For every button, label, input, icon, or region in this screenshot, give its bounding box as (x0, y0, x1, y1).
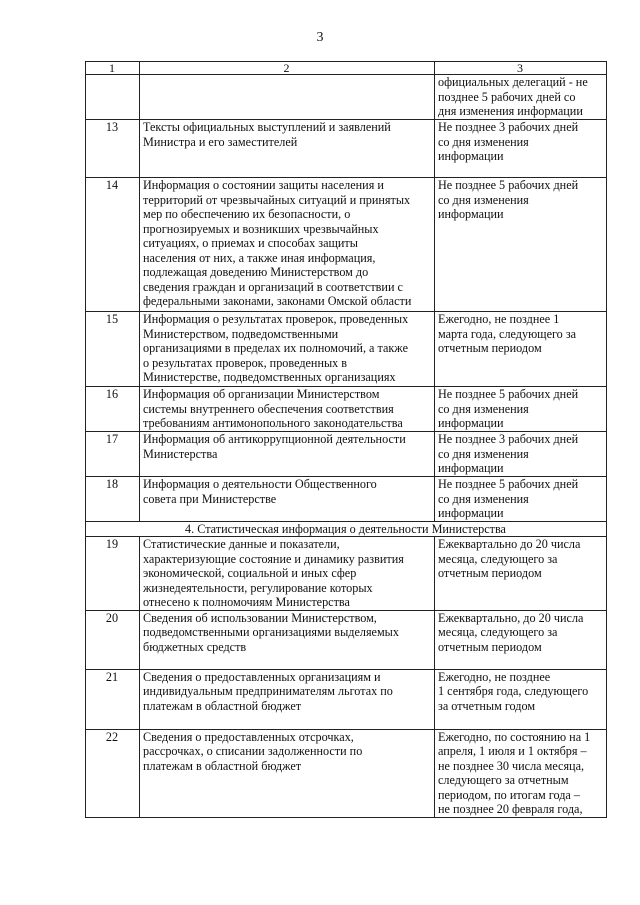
row-number: 18 (86, 477, 140, 522)
row-number: 13 (86, 120, 140, 178)
item-deadline: Не позднее 3 рабочих дней со дня изменения информации (435, 432, 607, 477)
table-row (86, 432, 607, 477)
row-number: 17 (86, 432, 140, 477)
item-deadline: Ежегодно, по состоянию на 1 апреля, 1 июля и 1 октября – не позднее 30 числа месяца, следующего за отчетным периодом, по итогам года – не позднее 20 февраля года, (435, 729, 607, 817)
item-name: Информация об антикоррупционной деятельности Министерства (140, 432, 435, 477)
row-number: 20 (86, 610, 140, 669)
page-number: 3 (316, 30, 324, 45)
row-number: 15 (86, 312, 140, 387)
table-row (86, 387, 607, 432)
item-name: Информация о результатах проверок, проведенных Министерством, подведомственными организациями в пределах их полномочий, а также о результатах проверок, проведенных в Министерстве, подведомственных организациях (140, 312, 435, 387)
table-row (86, 729, 607, 817)
row-number (86, 75, 140, 120)
item-deadline: Ежегодно, не позднее 1 сентября года, следующего за отчетным годом (435, 669, 607, 729)
item-deadline: Не позднее 5 рабочих дней со дня изменения информации (435, 387, 607, 432)
item-deadline: Ежеквартально, до 20 числа месяца, следующего за отчетным периодом (435, 610, 607, 669)
item-name: Информация о состоянии защиты населения и территорий от чрезвычайных ситуаций и принятых мер по обеспечению их безопасности, о прогнозируемых и возникших чрезвычайных ситуациях, о приемах и способах защиты населения от них, а также иная информация, подлежащая доведению Министерством до сведения граждан и организаций в соответствии с федеральными законами, законами Омской области (140, 178, 435, 312)
header-cell-2: 2 (140, 62, 435, 75)
item-name: Информация об организации Министерством системы внутреннего обеспечения соответствия требованиям антимонопольного законодательства (140, 387, 435, 432)
item-name: Сведения о предоставленных организациям и индивидуальным предпринимателям льготах по платежам в областной бюджет (140, 669, 435, 729)
info-table (85, 61, 607, 818)
header-cell-3: 3 (435, 62, 607, 75)
table-row (86, 669, 607, 729)
item-deadline: Не позднее 3 рабочих дней со дня изменения информации (435, 120, 607, 178)
row-number: 22 (86, 729, 140, 817)
table-row (86, 477, 607, 522)
row-number: 16 (86, 387, 140, 432)
item-name: Статистические данные и показатели, характеризующие состояние и динамику развития экономической, социальной и иных сфер жизнедеятельности, регулирование которых отнесено к полномочиям Министерства (140, 537, 435, 611)
section-title: 4. Статистическая информация о деятельности Министерства (86, 521, 607, 537)
item-name (140, 75, 435, 120)
table-body (86, 62, 607, 818)
table-row (86, 178, 607, 312)
row-number: 19 (86, 537, 140, 611)
row-number: 21 (86, 669, 140, 729)
header-cell-1: 1 (86, 62, 140, 75)
table-row (86, 312, 607, 387)
item-deadline: Ежегодно, не позднее 1 марта года, следующего за отчетным периодом (435, 312, 607, 387)
item-name: Информация о деятельности Общественного совета при Министерстве (140, 477, 435, 522)
item-name: Сведения о предоставленных отсрочках, рассрочках, о списании задолженности по платежам в областной бюджет (140, 729, 435, 817)
item-name: Сведения об использовании Министерством, подведомственными организациями выделяемых бюджетных средств (140, 610, 435, 669)
item-deadline: официальных делегаций - не позднее 5 рабочих дней со дня изменения информации (435, 75, 607, 120)
table-row (86, 610, 607, 669)
item-deadline: Ежеквартально до 20 числа месяца, следующего за отчетным периодом (435, 537, 607, 611)
row-number: 14 (86, 178, 140, 312)
table-row (86, 75, 607, 120)
table-row (86, 120, 607, 178)
item-deadline: Не позднее 5 рабочих дней со дня изменения информации (435, 178, 607, 312)
item-deadline: Не позднее 5 рабочих дней со дня изменения информации (435, 477, 607, 522)
item-name: Тексты официальных выступлений и заявлений Министра и его заместителей (140, 120, 435, 178)
header-row (86, 62, 607, 75)
section-row (86, 521, 607, 537)
table-row (86, 537, 607, 611)
